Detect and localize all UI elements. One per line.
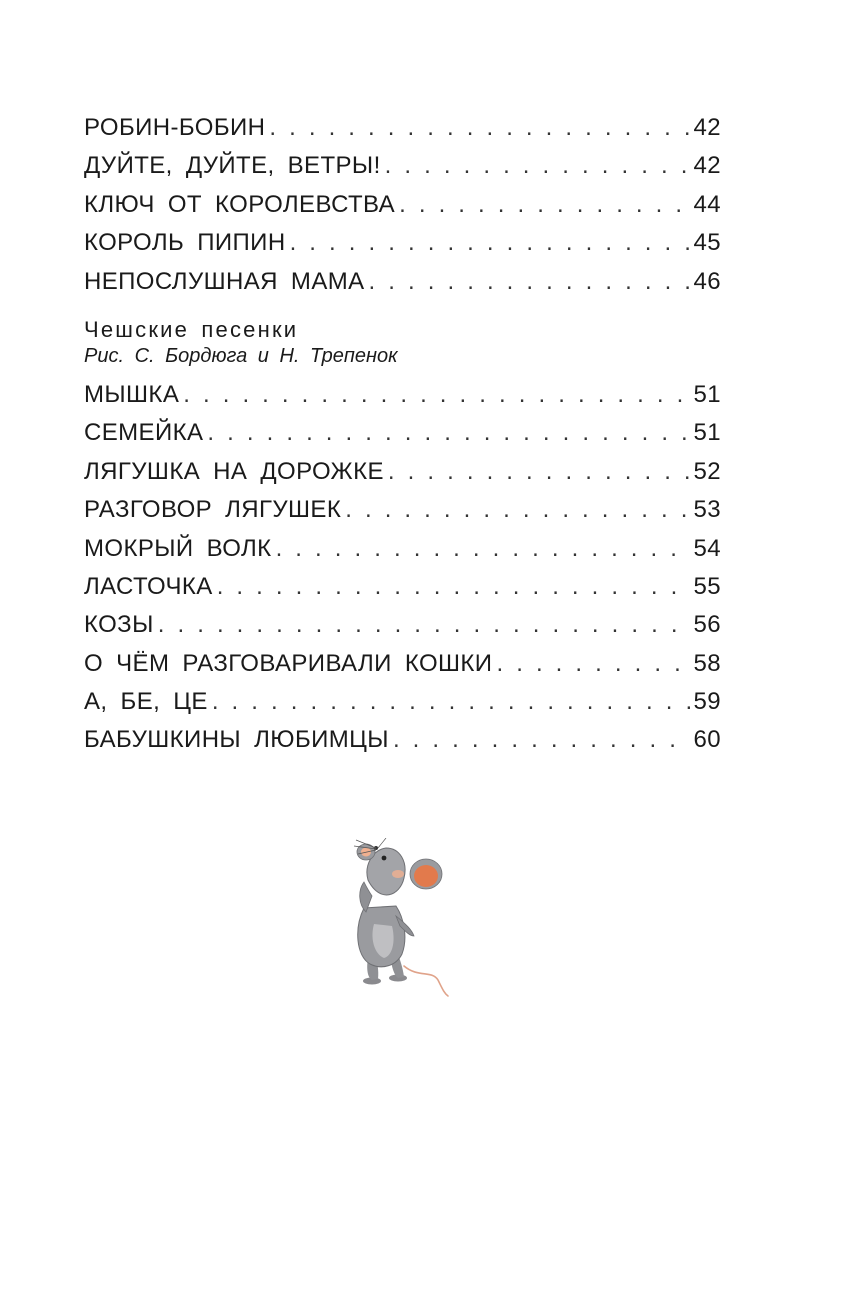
toc-entry-page: 44 bbox=[693, 190, 721, 218]
toc-entry-title: О ЧЁМ РАЗГОВАРИВАЛИ КОШКИ bbox=[84, 649, 493, 677]
dot-leader bbox=[276, 535, 690, 563]
dot-leader bbox=[385, 152, 690, 180]
toc-entry-title: КОРОЛЬ ПИПИН bbox=[84, 229, 286, 257]
dot-leader bbox=[183, 381, 689, 409]
dot-leader bbox=[496, 650, 689, 678]
dot-leader bbox=[399, 191, 689, 219]
toc-entry[interactable] bbox=[84, 573, 721, 611]
toc-entry[interactable] bbox=[84, 419, 721, 457]
toc-entry[interactable] bbox=[84, 688, 721, 726]
mouse-illustration bbox=[346, 838, 456, 998]
dot-leader bbox=[345, 496, 689, 524]
toc-entry-title: ЛАСТОЧКА bbox=[84, 572, 213, 600]
toc-entry-title: МОКРЫЙ ВОЛК bbox=[84, 534, 272, 562]
toc-entry-title: НЕПОСЛУШНАЯ МАМА bbox=[84, 267, 365, 295]
section-heading: Чешские песенки bbox=[84, 316, 299, 342]
toc-entry-page: 42 bbox=[693, 152, 721, 180]
table-of-contents bbox=[84, 114, 721, 765]
toc-entry-title: БАБУШКИНЫ ЛЮБИМЦЫ bbox=[84, 726, 389, 754]
toc-entry-title: СЕМЕЙКА bbox=[84, 419, 204, 447]
toc-entry-title: РАЗГОВОР ЛЯГУШЕК bbox=[84, 496, 342, 524]
toc-entry-title: ДУЙТЕ, ДУЙТЕ, ВЕТРЫ! bbox=[84, 152, 381, 180]
dot-leader bbox=[290, 229, 690, 257]
toc-entry-page: 53 bbox=[693, 496, 721, 524]
dot-leader bbox=[212, 688, 690, 716]
toc-entry[interactable] bbox=[84, 726, 721, 764]
toc-entry[interactable] bbox=[84, 191, 721, 229]
toc-entry-title: МЫШКА bbox=[84, 380, 180, 408]
toc-entry-title: А, БЕ, ЦЕ bbox=[84, 688, 208, 716]
toc-entry-page: 56 bbox=[693, 611, 721, 639]
toc-entry-page: 60 bbox=[693, 726, 721, 754]
toc-entry-page: 52 bbox=[693, 457, 721, 485]
toc-entry-page: 58 bbox=[693, 649, 721, 677]
toc-entry-page: 42 bbox=[693, 114, 721, 141]
toc-entry[interactable] bbox=[84, 381, 721, 419]
toc-entry-page: 55 bbox=[693, 572, 721, 600]
toc-entry[interactable] bbox=[84, 458, 721, 496]
dot-leader bbox=[369, 268, 690, 296]
dot-leader bbox=[217, 573, 690, 601]
dot-leader bbox=[207, 419, 689, 447]
toc-entry[interactable] bbox=[84, 268, 721, 306]
toc-entry-title: РОБИН-БОБИН bbox=[84, 114, 266, 141]
toc-entry[interactable] bbox=[84, 229, 721, 267]
toc-entry-page: 59 bbox=[693, 688, 721, 716]
toc-entry-title: ЛЯГУШКА НА ДОРОЖКЕ bbox=[84, 457, 384, 485]
toc-entry-page: 54 bbox=[693, 534, 721, 562]
toc-entry[interactable] bbox=[84, 152, 721, 190]
section-illustrators: Рис. С. Бордюга и Н. Трепенок bbox=[84, 344, 398, 367]
toc-entry[interactable] bbox=[84, 114, 721, 152]
dot-leader bbox=[269, 114, 689, 142]
dot-leader bbox=[158, 611, 690, 639]
dot-leader bbox=[393, 726, 690, 754]
dot-leader bbox=[388, 458, 690, 486]
toc-entry[interactable] bbox=[84, 496, 721, 534]
toc-entry-page: 51 bbox=[693, 380, 721, 408]
toc-entry[interactable] bbox=[84, 650, 721, 688]
toc-entry-page: 46 bbox=[693, 267, 721, 295]
toc-entry-title: КЛЮЧ ОТ КОРОЛЕВСТВА bbox=[84, 190, 396, 218]
toc-entry[interactable] bbox=[84, 535, 721, 573]
toc-entry[interactable] bbox=[84, 611, 721, 649]
toc-entry-page: 51 bbox=[693, 419, 721, 447]
toc-entry-title: КОЗЫ bbox=[84, 611, 154, 639]
toc-entry-page: 45 bbox=[693, 229, 721, 257]
